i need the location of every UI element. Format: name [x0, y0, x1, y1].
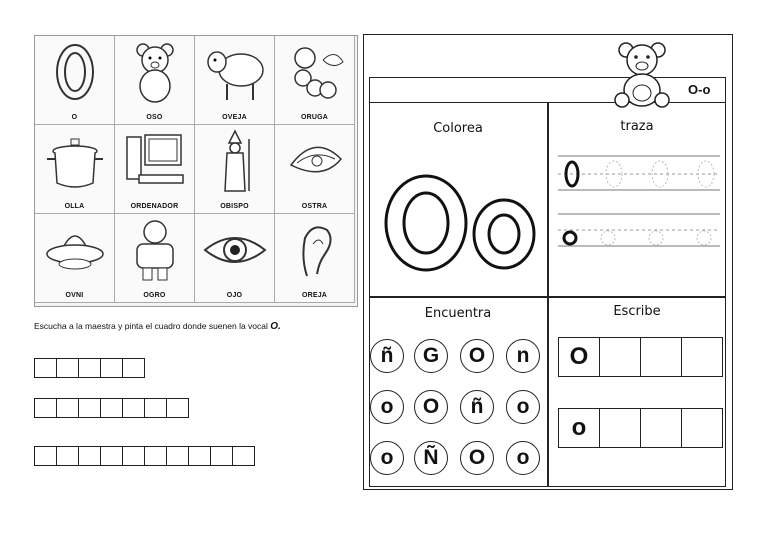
pot-icon: [43, 129, 107, 195]
find-letter: O: [468, 446, 486, 469]
find-letter-circle[interactable]: [370, 339, 404, 373]
syllable-box[interactable]: [122, 446, 145, 466]
write-box[interactable]: [599, 408, 641, 448]
find-letter: ñ: [470, 395, 484, 418]
bear-icon: [606, 38, 678, 110]
grid-cell[interactable]: [35, 125, 115, 214]
find-letter-circle[interactable]: [460, 339, 494, 373]
grid-cell[interactable]: [195, 214, 275, 303]
grid-cell-label: OVNI: [65, 292, 84, 299]
syllable-box[interactable]: [78, 358, 101, 378]
syllable-box-row: [34, 358, 144, 378]
grid-cell-label: ORDENADOR: [130, 203, 179, 210]
instruction-text: Escucha a la maestra y pinta el cuadro donde suenen la vocal O.: [34, 321, 281, 332]
caterpillar-icon: [283, 40, 347, 106]
grid-cell-label: OSO: [146, 114, 163, 121]
section-divider: [369, 296, 726, 298]
find-letter: o: [380, 395, 394, 418]
syllable-box[interactable]: [56, 358, 79, 378]
grid-cell[interactable]: [275, 125, 355, 214]
find-letter-circle[interactable]: [460, 441, 494, 475]
find-letter-circle[interactable]: [414, 390, 448, 424]
find-letter-circle[interactable]: [506, 390, 540, 424]
syllable-box[interactable]: [100, 358, 123, 378]
grid-cell-label: O: [71, 114, 78, 121]
section-divider: [547, 103, 549, 487]
instruction-vowel: O.: [270, 321, 281, 332]
grid-cell-label: ORUGA: [300, 114, 329, 121]
trace-lines[interactable]: [556, 148, 722, 258]
grid-cell-label: OLLA: [64, 203, 85, 210]
find-letter: O: [468, 344, 486, 367]
write-box-model-upper: O: [558, 337, 600, 377]
syllable-box[interactable]: [34, 446, 57, 466]
syllable-box[interactable]: [166, 398, 189, 418]
syllable-box[interactable]: [188, 446, 211, 466]
syllable-box[interactable]: [56, 398, 79, 418]
find-letter: Ñ: [423, 446, 439, 469]
find-letter: ñ: [380, 344, 394, 367]
syllable-box[interactable]: [34, 398, 57, 418]
syllable-box[interactable]: [78, 446, 101, 466]
bishop-icon: [203, 129, 267, 195]
grid-cell[interactable]: [115, 36, 195, 125]
grid-cell[interactable]: [275, 36, 355, 125]
find-letter: G: [422, 344, 440, 367]
header-letter-label: O-o: [688, 82, 711, 97]
grid-cell[interactable]: [115, 125, 195, 214]
syllable-box-row: [34, 446, 254, 466]
big-letter-o-icon: [43, 40, 107, 106]
syllable-box[interactable]: [34, 358, 57, 378]
eye-icon: [203, 218, 267, 284]
syllable-box[interactable]: [78, 398, 101, 418]
sheep-icon: [203, 40, 267, 106]
find-letter: o: [516, 395, 530, 418]
find-letter: n: [516, 344, 530, 367]
syllable-box[interactable]: [122, 358, 145, 378]
grid-cell[interactable]: [35, 36, 115, 125]
ogre-icon: [123, 218, 187, 284]
syllable-box[interactable]: [210, 446, 233, 466]
grid-cell[interactable]: [275, 214, 355, 303]
syllable-box[interactable]: [232, 446, 255, 466]
find-letter-circle[interactable]: [460, 390, 494, 424]
find-letter: o: [516, 446, 530, 469]
grid-cell[interactable]: [115, 214, 195, 303]
section-title-escribe: Escribe: [613, 304, 661, 319]
find-letter: o: [380, 446, 394, 469]
write-box[interactable]: [640, 337, 682, 377]
section-title-traza: traza: [620, 119, 654, 134]
find-letter-circle[interactable]: [506, 339, 540, 373]
grid-cell[interactable]: [195, 125, 275, 214]
ear-icon: [283, 218, 347, 284]
picture-grid: [34, 35, 358, 307]
syllable-box[interactable]: [100, 398, 123, 418]
bear-icon: [123, 40, 187, 106]
syllable-box[interactable]: [166, 446, 189, 466]
ufo-icon: [43, 218, 107, 284]
grid-cell[interactable]: [195, 36, 275, 125]
grid-cell-label: OJO: [226, 292, 243, 299]
grid-cell-label: OVEJA: [222, 114, 247, 121]
syllable-box[interactable]: [56, 446, 79, 466]
find-letter-circle[interactable]: [370, 390, 404, 424]
oyster-icon: [283, 129, 347, 195]
find-letter-circle[interactable]: [506, 441, 540, 475]
section-title-colorea: Colorea: [433, 121, 483, 136]
colorea-letters: [374, 148, 544, 288]
syllable-box[interactable]: [144, 446, 167, 466]
write-box[interactable]: [640, 408, 682, 448]
find-letter-circle[interactable]: [370, 441, 404, 475]
syllable-box-row: [34, 398, 188, 418]
write-box[interactable]: [599, 337, 641, 377]
write-box[interactable]: [681, 337, 723, 377]
grid-cell-label: OBISPO: [220, 203, 249, 210]
write-box[interactable]: [681, 408, 723, 448]
grid-cell-label: OGRO: [143, 292, 166, 299]
find-letter-circle[interactable]: [414, 339, 448, 373]
syllable-box[interactable]: [122, 398, 145, 418]
grid-cell[interactable]: [35, 214, 115, 303]
section-title-encuentra: Encuentra: [424, 306, 492, 321]
grid-cell-label: OSTRA: [301, 203, 328, 210]
syllable-box[interactable]: [144, 398, 167, 418]
computer-icon: [123, 129, 187, 195]
grid-cell-label: OREJA: [301, 292, 328, 299]
find-letter: O: [422, 395, 440, 418]
syllable-box[interactable]: [100, 446, 123, 466]
write-box-model-lower: o: [558, 408, 600, 448]
find-letter-circle[interactable]: [414, 441, 448, 475]
